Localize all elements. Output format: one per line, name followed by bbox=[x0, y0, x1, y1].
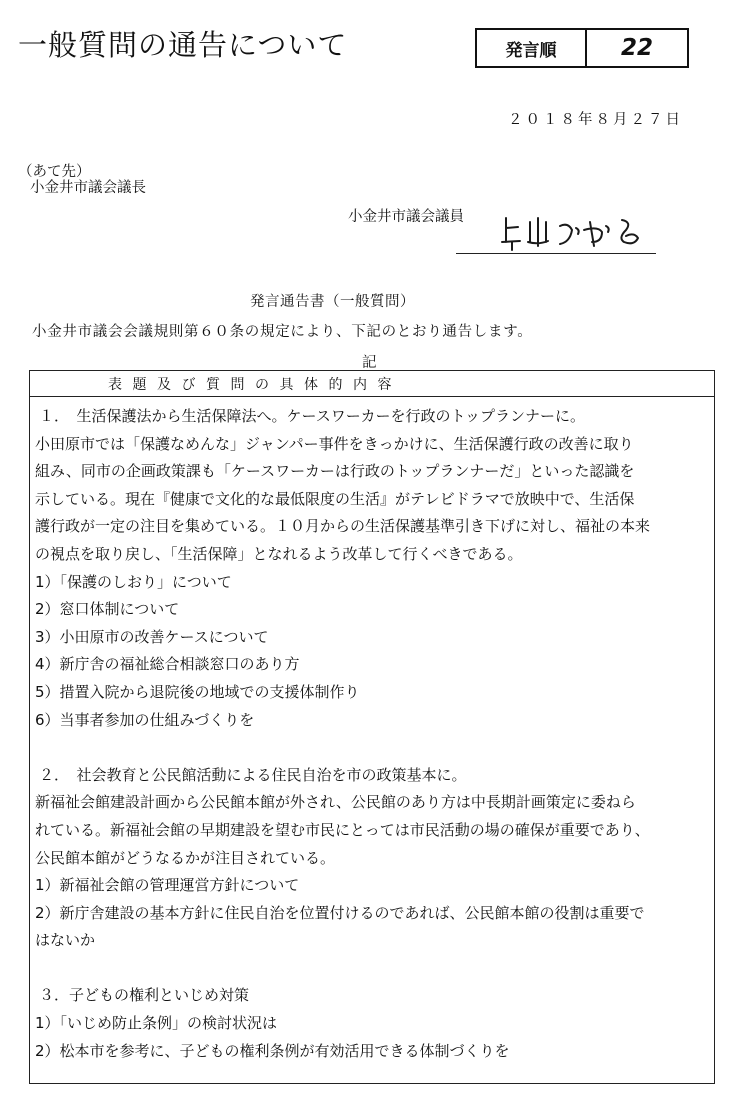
addressee-label: （あて先） bbox=[18, 164, 91, 180]
submission-date: ２０１８年８月２７日 bbox=[508, 112, 683, 128]
content-line: 2）新庁舎建設の基本方針に住民自治を位置付けるのであれば、公民館本館の役割は重要で bbox=[35, 903, 645, 922]
handwritten-signature bbox=[498, 212, 658, 252]
blank-line bbox=[35, 955, 714, 983]
content-line: 新福祉会館建設計画から公民館本館が外され、公民館のあり方は中長期計画策定に委ねら bbox=[35, 793, 636, 812]
sender-label: 小金井市議会議員 bbox=[348, 209, 464, 225]
content-line: 公民館本館がどうなるかが注目されている。 bbox=[35, 848, 336, 867]
content-line: 1）「保護のしおり」について bbox=[35, 572, 232, 591]
content-line: 2）松本市を参考に、子どもの権利条例が有効活用できる体制づくりを bbox=[35, 1041, 510, 1060]
table-body bbox=[30, 397, 714, 1065]
form-title: 発言通告書（一般質問） bbox=[250, 294, 415, 310]
content-line: 6）当事者参加の仕組みづくりを bbox=[35, 710, 255, 729]
addressee-name: 小金井市議会議長 bbox=[30, 180, 146, 196]
content-line: 5）措置入院から退院後の地域での支援体制作り bbox=[35, 682, 360, 701]
question-heading: ３．子どもの権利といじめ対策 bbox=[39, 986, 250, 1005]
content-line: 3）小田原市の改善ケースについて bbox=[35, 627, 269, 646]
content-line: 小田原市では「保護なめんな」ジャンパー事件をきっかけに、生活保護行政の改善に取り bbox=[35, 434, 634, 453]
content-line: 2）窓口体制について bbox=[35, 600, 180, 619]
signature-line bbox=[456, 253, 656, 254]
content-line: 護行政が一定の注目を集めている。１０月からの生活保護基準引き下げに対し、福祉の本来 bbox=[35, 517, 651, 536]
speaking-order-number: 22 bbox=[620, 35, 653, 61]
content-line: 1）「いじめ防止条例」の検討状況は bbox=[35, 1014, 278, 1033]
content-line: の視点を取り戻し、「生活保障」となれるよう改革して行くべきである。 bbox=[35, 544, 523, 563]
blank-line bbox=[35, 734, 714, 762]
content-line: 4）新庁舎の福祉総合相談窓口のあり方 bbox=[35, 655, 300, 674]
question-heading: １． 生活保護法から生活保障法へ。ケースワーカーを行政のトップランナーに。 bbox=[39, 407, 586, 425]
question-content-table bbox=[29, 370, 715, 1084]
speaking-order-label: 発言順 bbox=[477, 30, 587, 66]
regulation-statement: 小金井市議会会議規則第６０条の規定により、下記のとおり通告します。 bbox=[32, 324, 533, 340]
ki-marker: 記 bbox=[362, 355, 377, 371]
content-line: 組み、同市の企画政策課も「ケースワーカーは行政のトップランナーだ」といった認識を bbox=[35, 462, 635, 481]
speaking-order-box bbox=[475, 28, 689, 68]
content-line: れている。新福祉会館の早期建設を望む市民にとっては市民活動の場の確保が重要であり、 bbox=[35, 820, 650, 839]
content-line: 示している。現在『健康で文化的な最低限度の生活』がテレビドラマで放映中で、生活保 bbox=[35, 489, 635, 508]
document-title: 一般質問の通告について bbox=[18, 28, 348, 62]
table-header: 表題及び質問の具体的内容 bbox=[30, 371, 714, 397]
content-line: 1）新福祉会館の管理運営方針について bbox=[35, 876, 300, 895]
content-line: はないか bbox=[35, 931, 96, 950]
question-heading: ２． 社会教育と公民館活動による住民自治を市の政策基本に。 bbox=[39, 765, 467, 784]
